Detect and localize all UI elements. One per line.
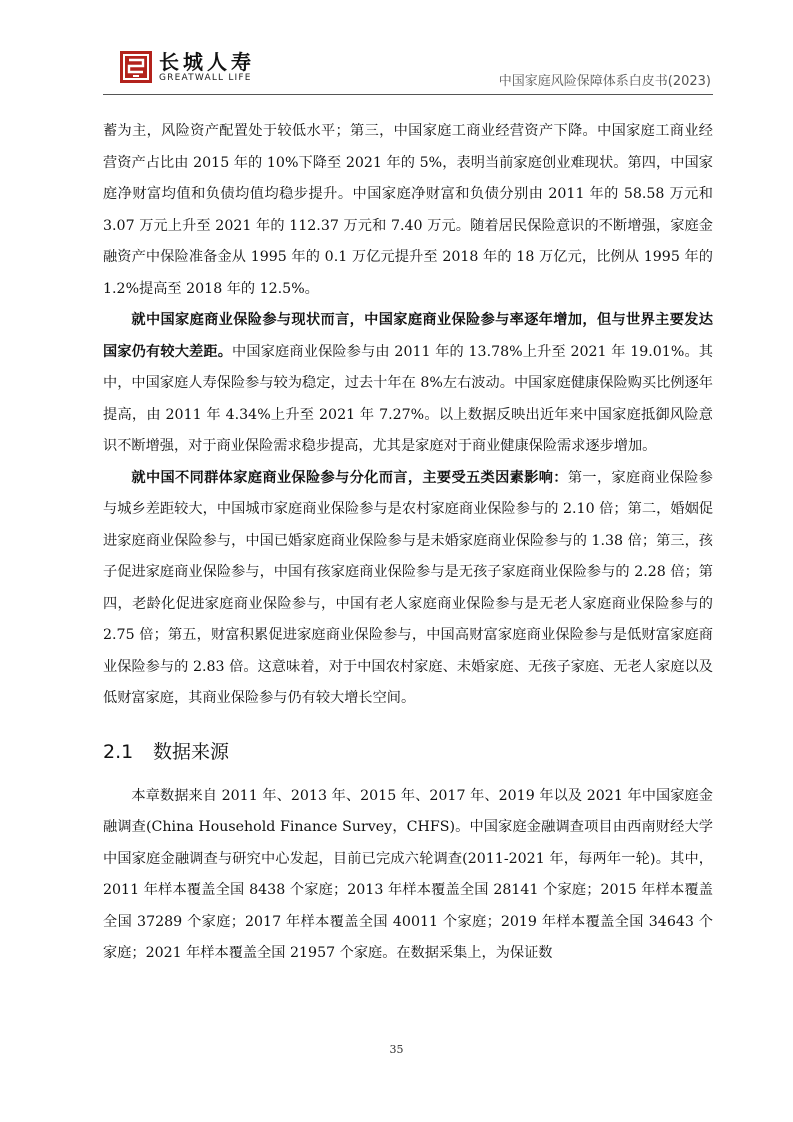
paragraph-3 [103, 463, 713, 715]
page-number: 35 [389, 1043, 404, 1056]
paragraph-3-lead: 就中国不同群体家庭商业保险参与分化而言，主要受五类因素影响： [131, 469, 568, 486]
paragraph-2-lead: 就中国家庭商业保险参与现状而言，中国家庭商业保险参与率逐年增加，但与世界主要发达国家仍有较大差距。 [103, 312, 713, 360]
paragraph-1: 蓄为主，风险资产配置处于较低水平；第三，中国家庭工商业经营资产下降。中国家庭工商业经营资产占比由 2015 年的 10%下降至 2021 年的 5%，表明当前家庭创业难现状。第四，中国家庭净财富均值和负债均值均稳步提升。中国家庭净财富和负债分别由 2011 年的 58.58 万元和 3.07 万元上升至 2021 年的 112.37 万元和 7.40 万元。随着居民保险意识的不断增强，家庭金融资产中保险准备金从 1995 年的 0.1 万亿元提升至 2018 年的 18 万亿元，比例从 1995 年的 1.2%提高至 2018 年的 12.5%。 [103, 123, 713, 297]
section-heading [103, 737, 713, 767]
document-title: 中国家庭风险保障体系白皮书(2023) [498, 74, 711, 89]
great-wall-logo-icon [119, 50, 153, 84]
paragraph-2 [103, 305, 713, 463]
section-title: 数据来源 [153, 740, 230, 763]
section-number: 2.1 [103, 740, 134, 763]
logo-english-name: GREATWALL LIFE [159, 73, 252, 83]
paragraph-2-text: 中国家庭商业保险参与由 2011 年的 13.78%上升至 2021 年 19.01%。其中，中国家庭人寿保险参与较为稳定，过去十年在 8%左右波动。中国家庭健康保险购买比例逐年提高，由 2011 年 4.34%上升至 2021 年 7.27%。以上数据反映出近年来中国家庭抵御风险意识不断增强，对于商业保险需求稳步提高，尤其是家庭对于商业健康保险需求逐步增加。 [103, 343, 713, 454]
logo-chinese-name: 长城人寿 [159, 50, 255, 74]
paragraph-3-text: 第一，家庭商业保险参与城乡差距较大，中国城市家庭商业保险参与是农村家庭商业保险参与的 2.10 倍；第二，婚姻促进家庭商业保险参与，中国已婚家庭商业保险参与是未婚家庭商业保险参与的 1.38 倍；第三，孩子促进家庭商业保险参与，中国有孩家庭商业保险参与是无孩子家庭商业保险参与的 2.28 倍；第四，老龄化促进家庭商业保险参与，中国有老人家庭商业保险参与是无老人家庭商业保险参与的 2.75 倍；第五，财富积累促进家庭商业保险参与，中国高财富家庭商业保险参与是低财富家庭商业保险参与的 2.83 倍。这意味着，对于中国农村家庭、未婚家庭、无孩子家庭、无老人家庭以及低财富家庭，其商业保险参与仍有较大增长空间。 [103, 469, 713, 706]
page-header [103, 46, 713, 95]
company-logo [119, 50, 255, 84]
page-body [103, 116, 713, 970]
paragraph-4: 本章数据来自 2011 年、2013 年、2015 年、2017 年、2019 年以及 2021 年中国家庭金融调查(China Household Finance Survey，CHFS)。中国家庭金融调查项目由西南财经大学中国家庭金融调查与研究中心发起，目前已完成六轮调查(2011-2021 年，每两年一轮)。其中，2011 年样本覆盖全国 8438 个家庭；2013 年样本覆盖全国 28141 个家庭；2015 年样本覆盖全国 37289 个家庭；2017 年样本覆盖全国 40011 个家庭；2019 年样本覆盖全国 34643 个家庭；2021 年样本覆盖全国 21957 个家庭。在数据采集上，为保证数 [103, 787, 713, 961]
